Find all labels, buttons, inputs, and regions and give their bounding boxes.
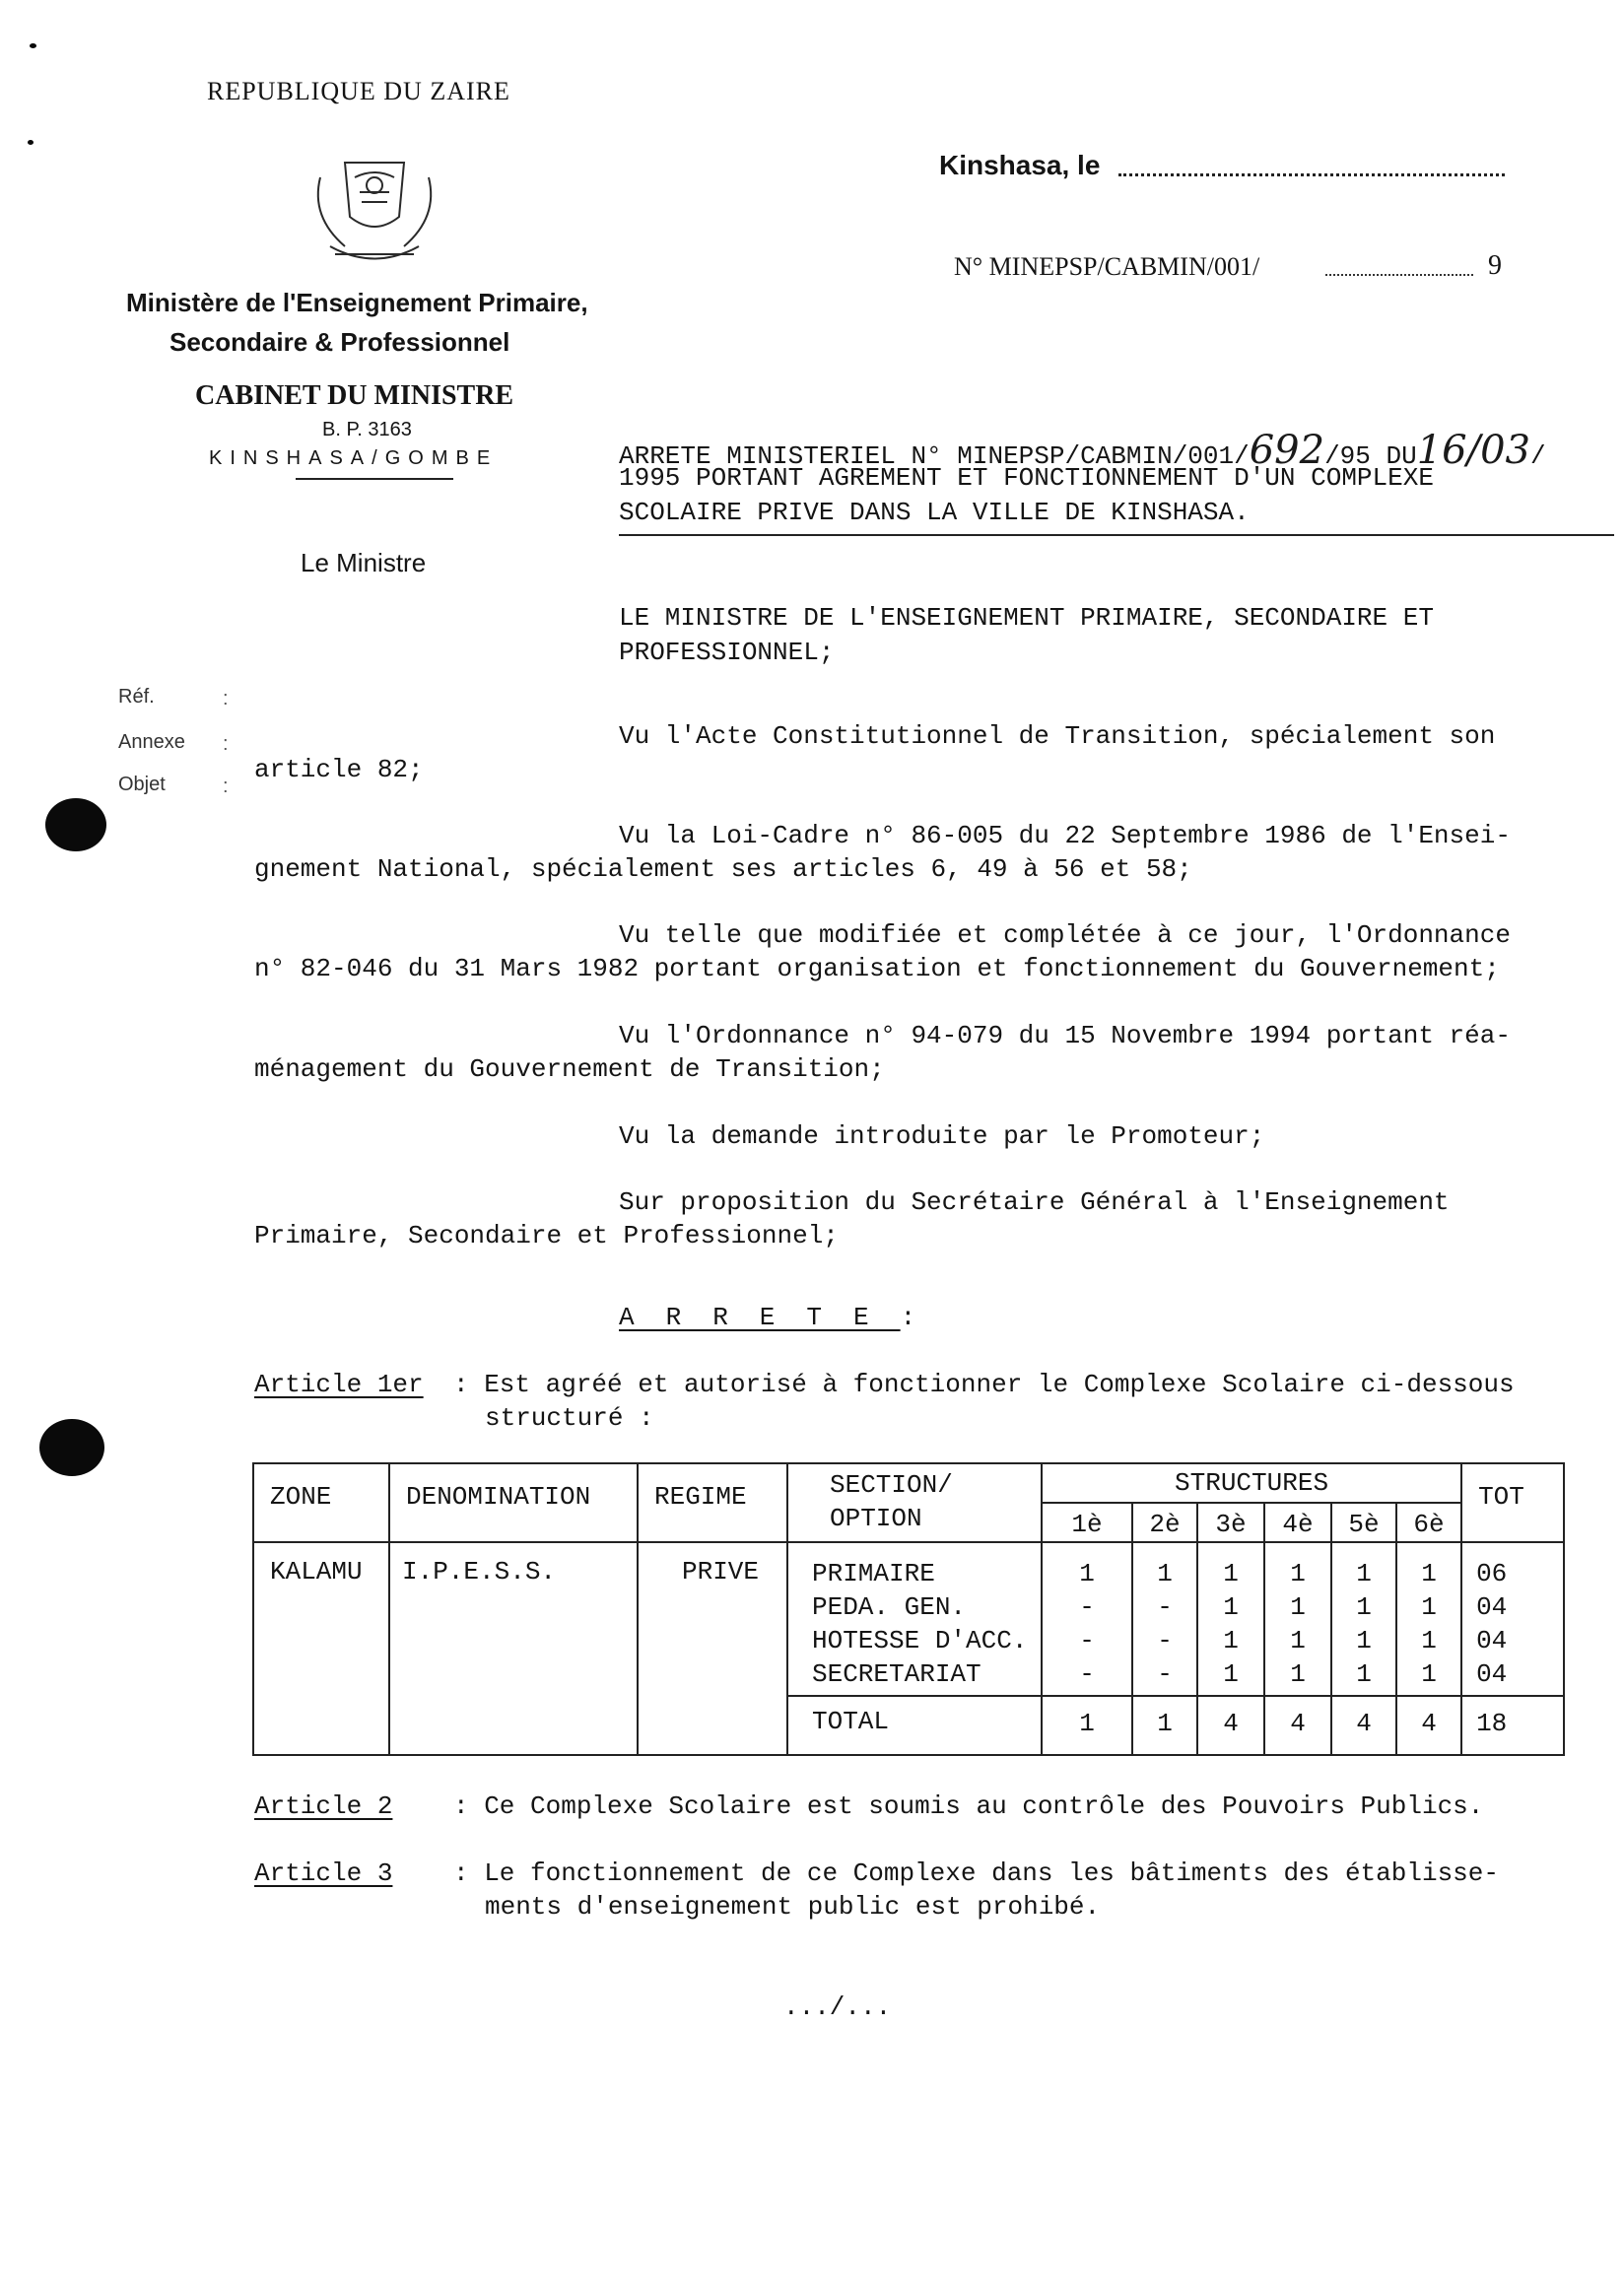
ministry-name-line1: Ministère de l'Enseignement Primaire, <box>126 288 588 317</box>
total-level-3: 4 <box>1197 1696 1264 1755</box>
level-5-cell <box>1331 1542 1396 1696</box>
vu3-line2: n° 82-046 du 31 Mars 1982 portant organisation et fonctionnement du Gouvernement; <box>254 954 1500 983</box>
level-value: 1 <box>1290 1659 1306 1689</box>
proposal-line1: Sur proposition du Secrétaire Général à l'Enseignement <box>619 1187 1450 1217</box>
scan-mark <box>30 43 36 48</box>
tot-value: 06 <box>1476 1559 1508 1588</box>
annexe-label: Annexe <box>118 731 185 753</box>
header-section-line2: OPTION <box>830 1504 922 1533</box>
arrete-heading-line <box>619 1303 915 1332</box>
total-label: TOTAL <box>787 1696 1042 1755</box>
level-value: - <box>1157 1592 1173 1622</box>
vu1-line2: article 82; <box>254 755 424 784</box>
divider <box>296 478 453 480</box>
level-value: 1 <box>1356 1592 1372 1622</box>
level-value: 1 <box>1079 1559 1095 1588</box>
header-regime: REGIME <box>638 1463 787 1542</box>
coat-of-arms-emblem <box>301 138 448 276</box>
total-level-6: 4 <box>1396 1696 1461 1755</box>
tot-value: 04 <box>1476 1592 1508 1622</box>
total-level-4: 4 <box>1264 1696 1331 1755</box>
article3-line2: ments d'enseignement public est prohibé. <box>485 1892 1101 1922</box>
city-gombe: KINSHASA/GOMBE <box>209 447 499 469</box>
vu4-line2: ménagement du Gouvernement de Transition; <box>254 1054 885 1084</box>
level-value: 1 <box>1421 1592 1437 1622</box>
level-2-cell <box>1132 1542 1197 1696</box>
header-section-line1: SECTION/ <box>830 1470 953 1500</box>
decree-title-line2: 1995 PORTANT AGREMENT ET FONCTIONNEMENT D'UN COMPLEXE <box>619 463 1434 493</box>
handwritten-decree-date: 16/03 <box>1416 428 1530 473</box>
level-value: 1 <box>1356 1559 1372 1588</box>
header-denomination: DENOMINATION <box>389 1463 638 1542</box>
zone-cell: KALAMU <box>253 1542 389 1755</box>
tot-value: 04 <box>1476 1626 1508 1655</box>
decree-title-part1: ARRETE MINISTERIEL N° MINEPSP/CABMIN/001/ <box>619 441 1250 471</box>
header-zone: ZONE <box>253 1463 389 1542</box>
level-value: 1 <box>1290 1592 1306 1622</box>
decree-title-part3: / <box>1529 441 1546 471</box>
cabinet-heading: CABINET DU MINISTRE <box>195 380 514 411</box>
ref-colon: : <box>223 688 229 709</box>
level-value: 1 <box>1223 1559 1239 1588</box>
proposal-line2: Primaire, Secondaire et Professionnel; <box>254 1221 839 1250</box>
vu5-line: Vu la demande introduite par le Promoteur; <box>619 1121 1265 1151</box>
article1-label: Article 1er <box>254 1370 424 1399</box>
section-name: PEDA. GEN. <box>812 1592 967 1622</box>
reference-dotted-line <box>1325 274 1473 276</box>
continuation-mark: .../... <box>783 1992 892 2022</box>
objet-colon: : <box>223 776 229 797</box>
place-date-label: Kinshasa, le <box>939 150 1101 180</box>
header-section <box>787 1463 1042 1542</box>
section-name: SECRETARIAT <box>812 1659 981 1689</box>
header-level-2: 2è <box>1132 1503 1197 1542</box>
level-value: 1 <box>1290 1559 1306 1588</box>
article1-line1: : Est agréé et autorisé à fonctionner le Complexe Scolaire ci-dessous <box>453 1370 1515 1399</box>
article2-label: Article 2 <box>254 1791 393 1821</box>
ministry-name-line2: Secondaire & Professionnel <box>169 327 510 357</box>
authority-line2: PROFESSIONNEL; <box>619 638 835 667</box>
total-level-5: 4 <box>1331 1696 1396 1755</box>
republic-heading: REPUBLIQUE DU ZAIRE <box>207 77 510 105</box>
level-value: 1 <box>1223 1659 1239 1689</box>
level-4-cell <box>1264 1542 1331 1696</box>
article3-line1: : Le fonctionnement de ce Complexe dans les bâtiments des établisse- <box>453 1858 1499 1888</box>
handwritten-decree-number: 692 <box>1249 428 1325 473</box>
level-value: - <box>1079 1626 1095 1655</box>
header-level-1: 1è <box>1042 1503 1132 1542</box>
total-level-1: 1 <box>1042 1696 1132 1755</box>
title-underline <box>619 534 1614 536</box>
section-cell <box>787 1542 1042 1696</box>
level-value: 1 <box>1356 1626 1372 1655</box>
total-tot: 18 <box>1461 1696 1564 1755</box>
level-6-cell <box>1396 1542 1461 1696</box>
total-level-2: 1 <box>1132 1696 1197 1755</box>
scan-mark <box>28 140 34 145</box>
arrete-heading: ARRETE <box>619 1303 901 1332</box>
arrete-colon: : <box>900 1303 916 1332</box>
article1-line2: structuré : <box>485 1403 654 1433</box>
reference-number: N° MINEPSP/CABMIN/001/ <box>954 252 1260 281</box>
header-level-3: 3è <box>1197 1503 1264 1542</box>
level-1-cell <box>1042 1542 1132 1696</box>
level-3-cell <box>1197 1542 1264 1696</box>
decree-title-line3: SCOLAIRE PRIVE DANS LA VILLE DE KINSHASA. <box>619 498 1250 527</box>
denomination-cell: I.P.E.S.S. <box>389 1542 638 1755</box>
level-value: 1 <box>1290 1626 1306 1655</box>
header-level-5: 5è <box>1331 1503 1396 1542</box>
header-structures: STRUCTURES <box>1042 1463 1461 1503</box>
header-level-4: 4è <box>1264 1503 1331 1542</box>
regime-cell: PRIVE <box>638 1542 787 1755</box>
section-name: HOTESSE D'ACC. <box>812 1626 1028 1655</box>
level-value: 1 <box>1157 1559 1173 1588</box>
article2-text: : Ce Complexe Scolaire est soumis au contrôle des Pouvoirs Publics. <box>453 1791 1484 1821</box>
postal-box: B. P. 3163 <box>322 419 412 440</box>
table-row <box>253 1542 1564 1696</box>
level-value: - <box>1157 1659 1173 1689</box>
tot-value: 04 <box>1476 1659 1508 1689</box>
objet-label: Objet <box>118 774 166 795</box>
reference-suffix: 9 <box>1488 250 1502 281</box>
article3-label: Article 3 <box>254 1858 393 1888</box>
vu2-line2: gnement National, spécialement ses articles 6, 49 à 56 et 58; <box>254 854 1192 884</box>
level-value: 1 <box>1421 1559 1437 1588</box>
date-dotted-line <box>1118 173 1505 176</box>
signatory-label: Le Ministre <box>301 548 427 577</box>
vu1-line1: Vu l'Acte Constitutionnel de Transition, spécialement son <box>619 721 1496 751</box>
level-value: - <box>1157 1626 1173 1655</box>
vu2-line1: Vu la Loi-Cadre n° 86-005 du 22 Septembre 1986 de l'Ensei- <box>619 821 1511 850</box>
level-value: - <box>1079 1592 1095 1622</box>
level-value: 1 <box>1223 1592 1239 1622</box>
authority-line1: LE MINISTRE DE L'ENSEIGNEMENT PRIMAIRE, SECONDAIRE ET <box>619 603 1434 633</box>
level-value: 1 <box>1223 1626 1239 1655</box>
annexe-colon: : <box>223 733 229 755</box>
vu4-line1: Vu l'Ordonnance n° 94-079 du 15 Novembre 1994 portant réa- <box>619 1021 1511 1050</box>
level-value: 1 <box>1356 1659 1372 1689</box>
ref-label: Réf. <box>118 686 155 708</box>
tot-cell <box>1461 1542 1564 1696</box>
punch-hole-mark <box>45 798 106 851</box>
header-tot: TOT <box>1461 1463 1564 1542</box>
header-level-6: 6è <box>1396 1503 1461 1542</box>
level-value: - <box>1079 1659 1095 1689</box>
structure-table <box>252 1462 1565 1756</box>
vu3-line1: Vu telle que modifiée et complétée à ce jour, l'Ordonnance <box>619 920 1511 950</box>
decree-title-part2: /95 DU <box>1324 441 1417 471</box>
level-value: 1 <box>1421 1626 1437 1655</box>
section-name: PRIMAIRE <box>812 1559 935 1588</box>
punch-hole-mark <box>39 1419 104 1476</box>
level-value: 1 <box>1421 1659 1437 1689</box>
